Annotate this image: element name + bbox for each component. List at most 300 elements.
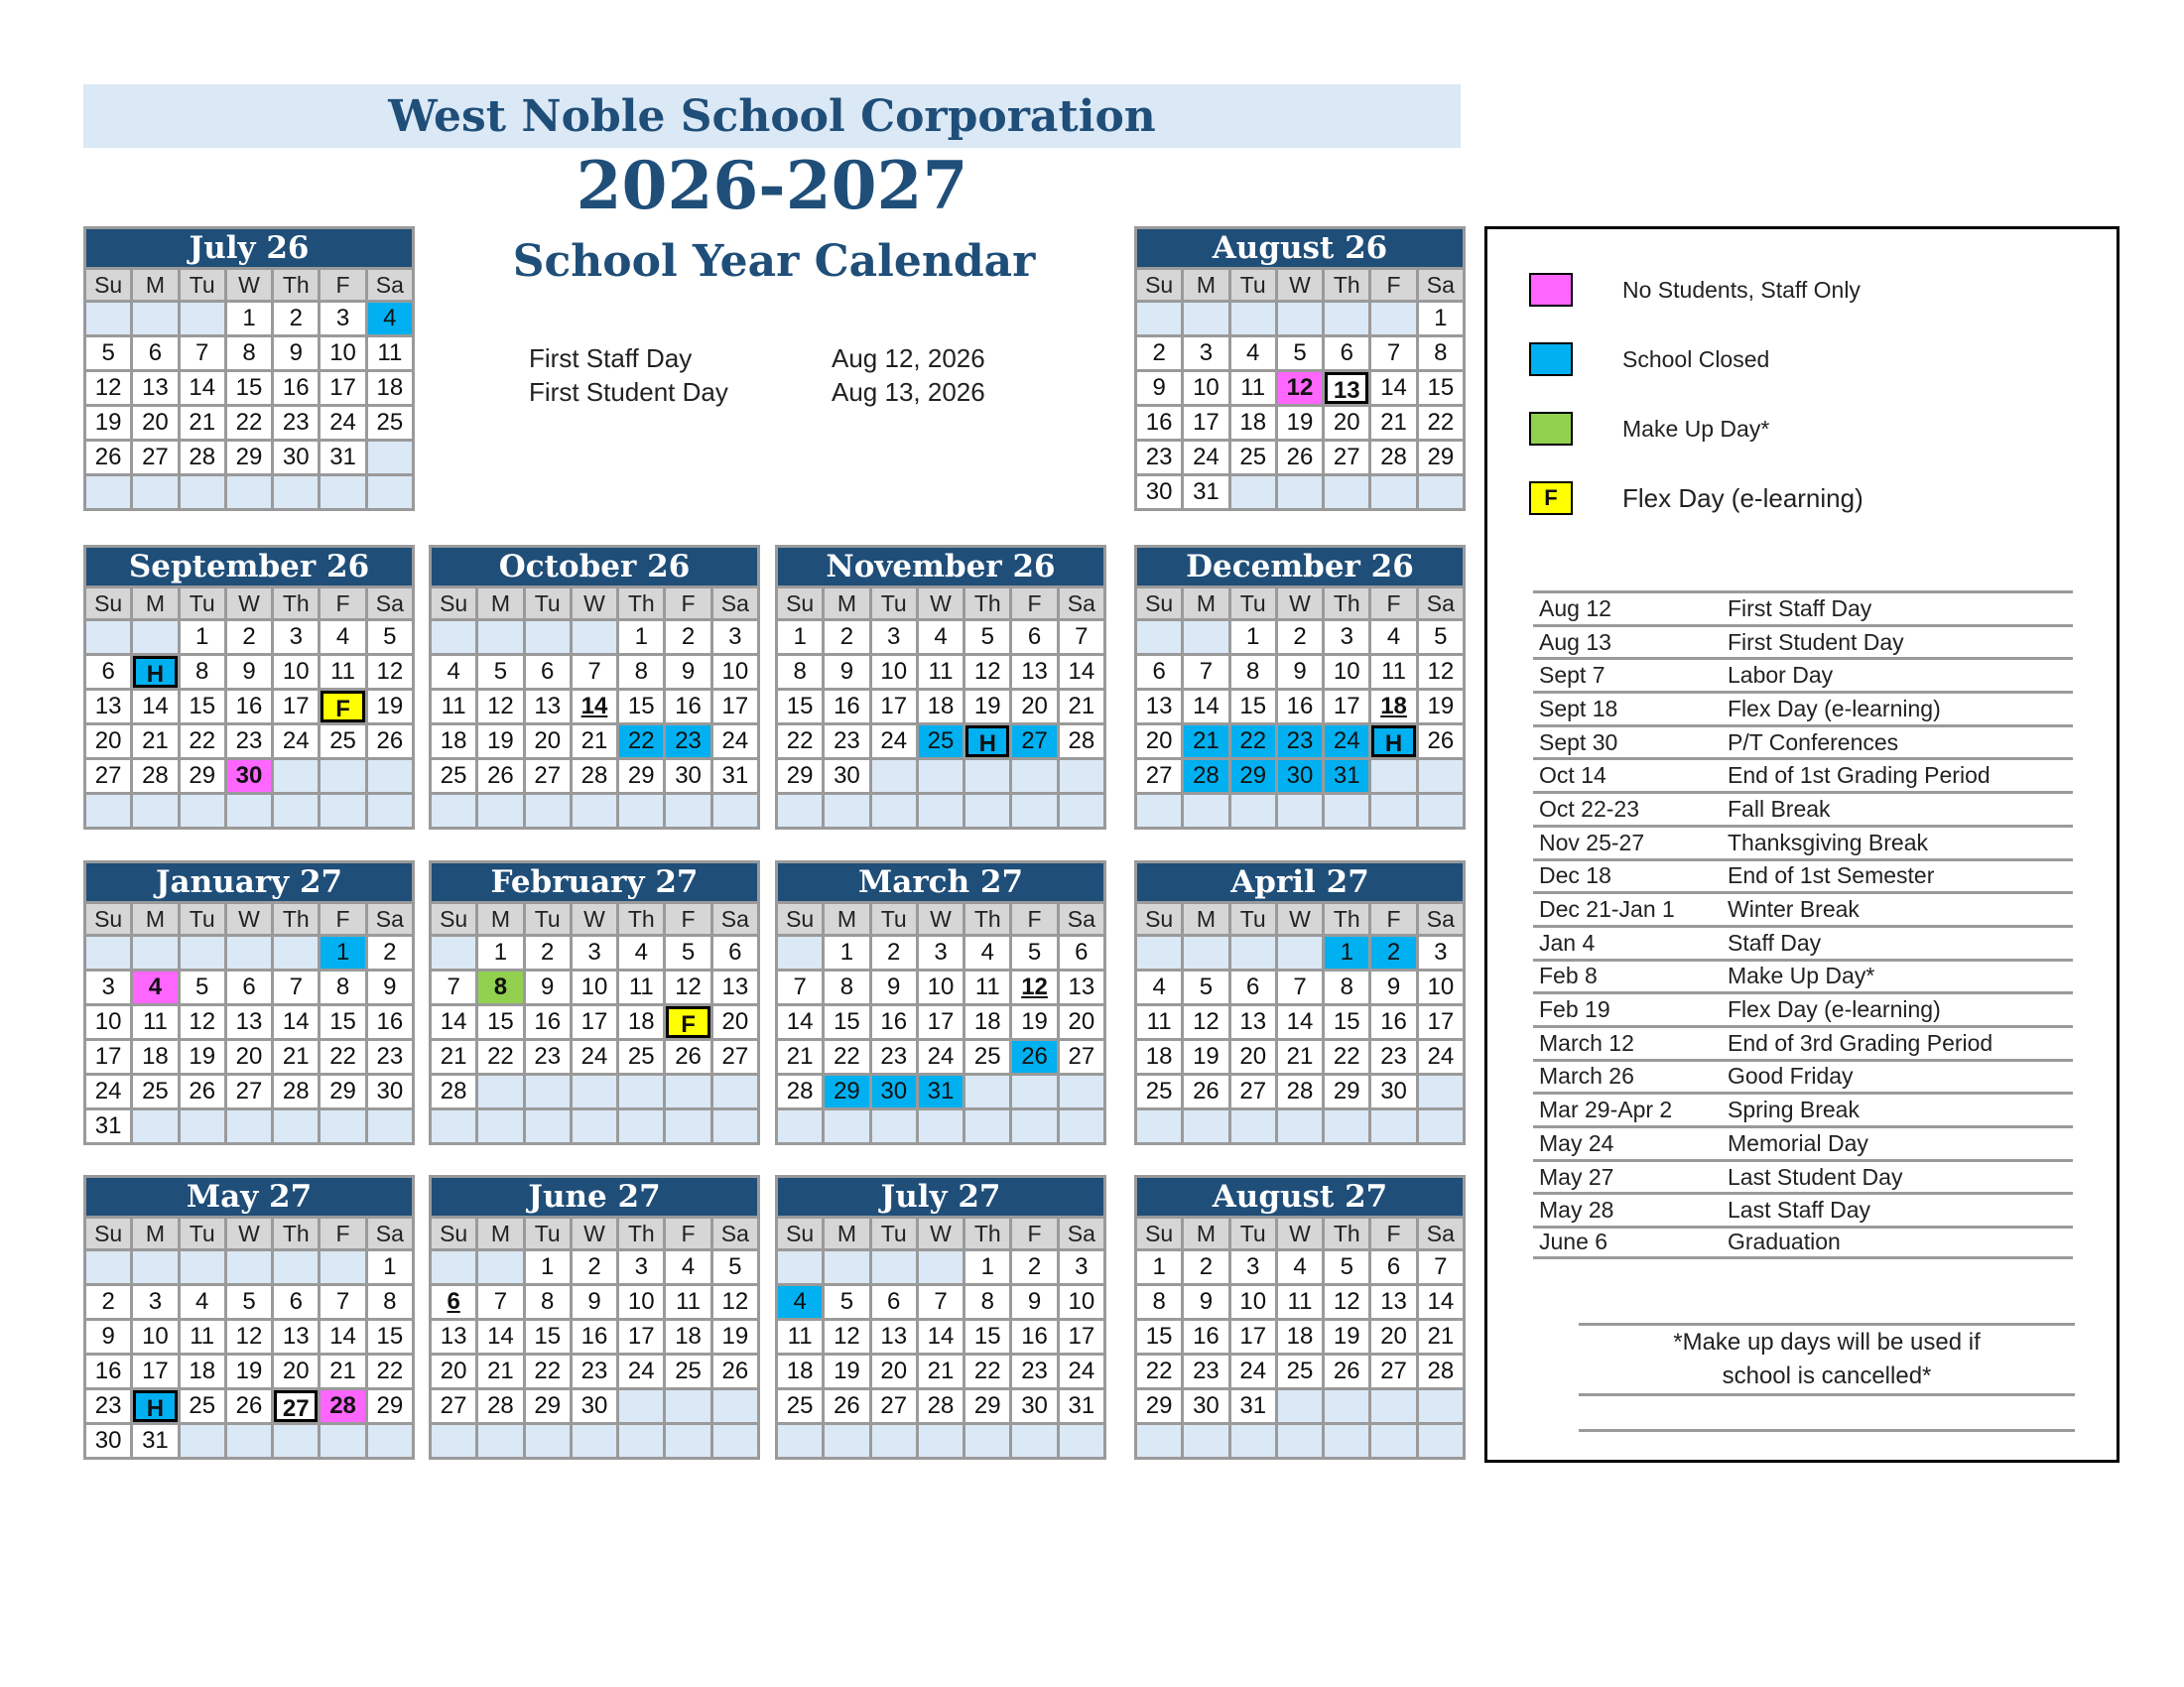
event-date: March 12: [1539, 1029, 1634, 1056]
day-cell: 25: [619, 1041, 663, 1073]
month-calendar: [83, 1175, 415, 1460]
day-cell: 9: [1278, 656, 1322, 688]
weekday-header: Su: [86, 588, 130, 618]
day-cell: 14: [778, 1006, 822, 1038]
day-cell: 28: [321, 1390, 364, 1422]
day-cell: 21: [1278, 1041, 1322, 1073]
weekday-header: Su: [778, 904, 822, 934]
empty-day-cell: [825, 795, 868, 827]
day-cell: 10: [1231, 1286, 1275, 1318]
day-cell: 26: [1325, 1356, 1368, 1387]
day-cell: 26: [825, 1390, 868, 1422]
day-cell: 27: [1012, 725, 1056, 757]
day-cell: 6: [86, 656, 130, 688]
empty-day-cell: [227, 1110, 271, 1142]
empty-day-cell: [1060, 795, 1103, 827]
day-cell: 25: [368, 407, 412, 439]
day-cell: 2: [86, 1286, 130, 1318]
empty-day-cell: [181, 937, 224, 969]
day-cell: 6: [1325, 337, 1368, 369]
empty-day-cell: [1371, 760, 1415, 792]
day-cell: 18: [1231, 407, 1275, 439]
day-cell: 26: [86, 442, 130, 473]
weekday-header: M: [133, 588, 177, 618]
day-cell: 30: [1278, 760, 1322, 792]
day-cell: 18: [965, 1006, 1009, 1038]
day-cell: 15: [368, 1321, 412, 1353]
weekday-header: F: [321, 270, 364, 300]
day-cell: 29: [1325, 1076, 1368, 1107]
day-cell: H: [133, 656, 177, 688]
event-name: Flex Day (e-learning): [1728, 695, 1941, 721]
event-row: [1533, 1125, 2073, 1159]
day-cell: 12: [478, 691, 522, 722]
day-cell: 15: [321, 1006, 364, 1038]
empty-day-cell: [274, 1425, 318, 1457]
weekday-header: F: [1371, 270, 1415, 300]
weekday-header: Tu: [526, 588, 570, 618]
day-cell: 4: [1137, 972, 1181, 1003]
day-cell: 1: [478, 937, 522, 969]
month-title: November 26: [778, 548, 1103, 585]
day-cell: 22: [1325, 1041, 1368, 1073]
weekday-header: Su: [1137, 1219, 1181, 1248]
day-cell: 13: [227, 1006, 271, 1038]
day-cell: 27: [86, 760, 130, 792]
month-calendar: [775, 545, 1106, 830]
weekday-header: M: [478, 904, 522, 934]
day-cell: 11: [1278, 1286, 1322, 1318]
empty-day-cell: [872, 795, 916, 827]
weekday-header: Tu: [181, 1219, 224, 1248]
weekday-header: F: [1371, 904, 1415, 934]
day-cell: 6: [432, 1286, 475, 1318]
event-name: First Staff Day: [1728, 594, 1872, 621]
day-cell: 13: [86, 691, 130, 722]
event-name: End of 3rd Grading Period: [1728, 1029, 1993, 1056]
day-cell: 19: [181, 1041, 224, 1073]
empty-day-cell: [1278, 937, 1322, 969]
event-row: [1533, 1159, 2073, 1193]
empty-day-cell: [321, 795, 364, 827]
day-cell: 24: [573, 1041, 616, 1073]
day-cell: 6: [1012, 621, 1056, 653]
legend-flex-day: [1529, 479, 1863, 517]
day-cell: 20: [872, 1356, 916, 1387]
day-cell: 23: [227, 725, 271, 757]
empty-day-cell: [1419, 1390, 1463, 1422]
day-cell: 23: [1278, 725, 1322, 757]
weekday-header: Sa: [368, 588, 412, 618]
day-cell: 29: [778, 760, 822, 792]
day-cell: 5: [1419, 621, 1463, 653]
day-cell: 21: [274, 1041, 318, 1073]
first-student-day-label: First Student Day: [529, 377, 728, 407]
day-cell: 3: [274, 621, 318, 653]
weekday-header: M: [133, 904, 177, 934]
month-title: July 26: [86, 229, 412, 267]
day-cell: 6: [1137, 656, 1181, 688]
day-cell: 10: [133, 1321, 177, 1353]
empty-day-cell: [478, 795, 522, 827]
empty-day-cell: [919, 1425, 963, 1457]
day-cell: 6: [872, 1286, 916, 1318]
weekday-header: Su: [1137, 270, 1181, 300]
day-cell: 19: [1278, 407, 1322, 439]
day-cell: 10: [321, 337, 364, 369]
event-date: Feb 19: [1539, 996, 1610, 1023]
day-cell: 15: [181, 691, 224, 722]
empty-day-cell: [274, 1110, 318, 1142]
event-date: Oct 22-23: [1539, 795, 1639, 822]
day-cell: 4: [965, 937, 1009, 969]
weekday-header: M: [478, 1219, 522, 1248]
weekday-header: Su: [432, 904, 475, 934]
day-cell: 14: [1060, 656, 1103, 688]
day-cell: 7: [478, 1286, 522, 1318]
day-cell: F: [666, 1006, 709, 1038]
event-row: [1533, 624, 2073, 658]
day-cell: 28: [478, 1390, 522, 1422]
event-name: Make Up Day*: [1728, 963, 1875, 989]
day-cell: 19: [1419, 691, 1463, 722]
weekday-header: W: [1278, 270, 1322, 300]
day-cell: 10: [1060, 1286, 1103, 1318]
day-cell: 10: [619, 1286, 663, 1318]
month-title: May 27: [86, 1178, 412, 1216]
event-name: Thanksgiving Break: [1728, 829, 1928, 855]
day-cell: 11: [181, 1321, 224, 1353]
day-cell: 21: [1060, 691, 1103, 722]
day-cell: 16: [666, 691, 709, 722]
legend-staff-only: [1529, 271, 1861, 309]
school-year-title: 2026-2027: [576, 147, 968, 224]
day-cell: 27: [133, 442, 177, 473]
empty-day-cell: [1060, 760, 1103, 792]
day-cell: 12: [181, 1006, 224, 1038]
day-cell: 1: [1419, 303, 1463, 334]
day-cell: 3: [321, 303, 364, 334]
weekday-header: Tu: [872, 588, 916, 618]
day-cell: 17: [919, 1006, 963, 1038]
weekday-header: M: [1184, 270, 1227, 300]
empty-day-cell: [86, 303, 130, 334]
empty-day-cell: [133, 1110, 177, 1142]
day-cell: 30: [666, 760, 709, 792]
day-cell: 27: [227, 1076, 271, 1107]
empty-day-cell: [227, 1425, 271, 1457]
empty-day-cell: [713, 1425, 757, 1457]
empty-day-cell: [432, 1425, 475, 1457]
weekday-header: Th: [274, 270, 318, 300]
empty-day-cell: [1184, 1425, 1227, 1457]
day-cell: 28: [274, 1076, 318, 1107]
day-cell: 30: [1137, 476, 1181, 508]
empty-day-cell: [227, 937, 271, 969]
empty-day-cell: [526, 1076, 570, 1107]
day-cell: 17: [1184, 407, 1227, 439]
event-date: Sept 7: [1539, 662, 1606, 689]
empty-day-cell: [872, 1251, 916, 1283]
empty-day-cell: [432, 1110, 475, 1142]
weekday-header: Su: [1137, 588, 1181, 618]
empty-day-cell: [1419, 795, 1463, 827]
day-cell: 18: [919, 691, 963, 722]
event-row: [1533, 657, 2073, 691]
empty-day-cell: [1137, 937, 1181, 969]
day-cell: 9: [666, 656, 709, 688]
day-cell: 15: [965, 1321, 1009, 1353]
empty-day-cell: [274, 760, 318, 792]
month-calendar: [83, 860, 415, 1145]
weekday-header: Sa: [1060, 1219, 1103, 1248]
day-cell: F: [321, 691, 364, 722]
day-cell: 26: [227, 1390, 271, 1422]
day-cell: 8: [619, 656, 663, 688]
day-cell: 12: [825, 1321, 868, 1353]
day-cell: 17: [713, 691, 757, 722]
event-name: Staff Day: [1728, 929, 1822, 956]
day-cell: 17: [1325, 691, 1368, 722]
empty-day-cell: [825, 1251, 868, 1283]
day-cell: 13: [432, 1321, 475, 1353]
day-cell: 13: [1231, 1006, 1275, 1038]
day-cell: 17: [86, 1041, 130, 1073]
weekday-header: Tu: [181, 588, 224, 618]
day-cell: 3: [713, 621, 757, 653]
day-cell: 24: [274, 725, 318, 757]
day-cell: 12: [1184, 1006, 1227, 1038]
day-cell: 8: [1231, 656, 1275, 688]
event-date: Sept 30: [1539, 728, 1618, 755]
day-cell: 27: [274, 1390, 318, 1422]
weekday-header: Su: [86, 1219, 130, 1248]
day-cell: 10: [86, 1006, 130, 1038]
calendar-subtitle: School Year Calendar: [512, 236, 1036, 287]
day-cell: 5: [368, 621, 412, 653]
day-cell: 22: [478, 1041, 522, 1073]
empty-day-cell: [1325, 795, 1368, 827]
empty-day-cell: [872, 1110, 916, 1142]
day-cell: 18: [619, 1006, 663, 1038]
organization-title: West Noble School Corporation: [83, 84, 1461, 148]
day-cell: 31: [86, 1110, 130, 1142]
day-cell: 17: [872, 691, 916, 722]
legend-panel: [1484, 226, 2120, 1463]
day-cell: 24: [1060, 1356, 1103, 1387]
legend-school-closed: [1529, 340, 1769, 378]
day-cell: 20: [1137, 725, 1181, 757]
day-cell: 25: [321, 725, 364, 757]
day-cell: 11: [1137, 1006, 1181, 1038]
day-cell: 22: [965, 1356, 1009, 1387]
empty-day-cell: [86, 476, 130, 508]
empty-day-cell: [1278, 476, 1322, 508]
weekday-header: F: [1012, 904, 1056, 934]
day-cell: 9: [872, 972, 916, 1003]
day-cell: 2: [1278, 621, 1322, 653]
day-cell: 13: [1371, 1286, 1415, 1318]
weekday-header: M: [1184, 1219, 1227, 1248]
empty-day-cell: [321, 476, 364, 508]
empty-day-cell: [825, 1110, 868, 1142]
day-cell: 8: [778, 656, 822, 688]
weekday-header: Th: [1325, 270, 1368, 300]
day-cell: 1: [619, 621, 663, 653]
day-cell: 11: [965, 972, 1009, 1003]
day-cell: 3: [1060, 1251, 1103, 1283]
day-cell: 30: [825, 760, 868, 792]
day-cell: 22: [321, 1041, 364, 1073]
day-cell: 30: [368, 1076, 412, 1107]
day-cell: 19: [478, 725, 522, 757]
weekday-header: W: [1278, 904, 1322, 934]
empty-day-cell: [1231, 476, 1275, 508]
empty-day-cell: [133, 303, 177, 334]
day-cell: 8: [227, 337, 271, 369]
month-calendar: [1134, 1175, 1466, 1460]
note-line-1: *Make up days will be used if: [1673, 1329, 1981, 1356]
event-row: [1533, 891, 2073, 925]
day-cell: 12: [713, 1286, 757, 1318]
legend-make-up-day: [1529, 410, 1769, 448]
day-cell: 9: [573, 1286, 616, 1318]
day-cell: 16: [1137, 407, 1181, 439]
day-cell: 11: [368, 337, 412, 369]
event-date: May 28: [1539, 1197, 1614, 1224]
day-cell: 12: [965, 656, 1009, 688]
day-cell: 27: [432, 1390, 475, 1422]
day-cell: 4: [1371, 621, 1415, 653]
day-cell: 7: [1060, 621, 1103, 653]
empty-day-cell: [1184, 937, 1227, 969]
empty-day-cell: [181, 1425, 224, 1457]
day-cell: 13: [1325, 372, 1368, 404]
empty-day-cell: [368, 1110, 412, 1142]
day-cell: 12: [1012, 972, 1056, 1003]
event-date: Dec 21-Jan 1: [1539, 896, 1675, 923]
day-cell: 18: [368, 372, 412, 404]
event-date: June 6: [1539, 1229, 1608, 1255]
day-cell: 23: [1137, 442, 1181, 473]
empty-day-cell: [1012, 760, 1056, 792]
event-row: [1533, 825, 2073, 858]
weekday-header: Th: [965, 1219, 1009, 1248]
day-cell: 8: [825, 972, 868, 1003]
day-cell: 2: [1371, 937, 1415, 969]
empty-day-cell: [872, 760, 916, 792]
empty-day-cell: [274, 1251, 318, 1283]
day-cell: 30: [1371, 1076, 1415, 1107]
day-cell: 7: [1278, 972, 1322, 1003]
month-calendar: [429, 545, 760, 830]
day-cell: 3: [1231, 1251, 1275, 1283]
day-cell: 25: [778, 1390, 822, 1422]
day-cell: 2: [1184, 1251, 1227, 1283]
day-cell: 27: [1371, 1356, 1415, 1387]
day-cell: 25: [965, 1041, 1009, 1073]
weekday-header: Sa: [368, 270, 412, 300]
day-cell: 17: [1419, 1006, 1463, 1038]
event-date: Aug 12: [1539, 594, 1611, 621]
empty-day-cell: [86, 1251, 130, 1283]
day-cell: 2: [227, 621, 271, 653]
day-cell: 23: [526, 1041, 570, 1073]
day-cell: 8: [1419, 337, 1463, 369]
month-title: February 27: [432, 863, 757, 901]
day-cell: 4: [778, 1286, 822, 1318]
empty-day-cell: [1278, 1390, 1322, 1422]
day-cell: 22: [1231, 725, 1275, 757]
weekday-header: Tu: [872, 1219, 916, 1248]
day-cell: 21: [1419, 1321, 1463, 1353]
day-cell: 3: [133, 1286, 177, 1318]
day-cell: 29: [825, 1076, 868, 1107]
day-cell: 23: [1184, 1356, 1227, 1387]
weekday-header: Th: [1325, 588, 1368, 618]
month-title: October 26: [432, 548, 757, 585]
day-cell: 17: [274, 691, 318, 722]
day-cell: 28: [919, 1390, 963, 1422]
day-cell: 14: [133, 691, 177, 722]
day-cell: 4: [1231, 337, 1275, 369]
day-cell: 8: [1137, 1286, 1181, 1318]
day-cell: 5: [965, 621, 1009, 653]
day-cell: 23: [573, 1356, 616, 1387]
day-cell: 10: [274, 656, 318, 688]
empty-day-cell: [526, 1425, 570, 1457]
weekday-header: W: [227, 588, 271, 618]
weekday-header: W: [919, 904, 963, 934]
day-cell: 8: [321, 972, 364, 1003]
day-cell: 3: [919, 937, 963, 969]
empty-day-cell: [478, 621, 522, 653]
day-cell: 16: [1012, 1321, 1056, 1353]
weekday-header: W: [1278, 588, 1322, 618]
weekday-header: Th: [1325, 904, 1368, 934]
empty-day-cell: [1419, 476, 1463, 508]
empty-day-cell: [965, 1076, 1009, 1107]
weekday-header: Sa: [368, 904, 412, 934]
day-cell: 8: [478, 972, 522, 1003]
empty-day-cell: [666, 1076, 709, 1107]
day-cell: 10: [1325, 656, 1368, 688]
day-cell: 21: [321, 1356, 364, 1387]
day-cell: 28: [573, 760, 616, 792]
empty-day-cell: [778, 1425, 822, 1457]
day-cell: 15: [1231, 691, 1275, 722]
day-cell: 27: [1231, 1076, 1275, 1107]
empty-day-cell: [619, 1110, 663, 1142]
day-cell: 4: [321, 621, 364, 653]
event-row: [1533, 858, 2073, 892]
day-cell: 2: [1012, 1251, 1056, 1283]
day-cell: 17: [1231, 1321, 1275, 1353]
day-cell: 28: [133, 760, 177, 792]
event-name: Memorial Day: [1728, 1129, 1868, 1156]
empty-day-cell: [1371, 303, 1415, 334]
empty-day-cell: [1184, 795, 1227, 827]
day-cell: 10: [713, 656, 757, 688]
event-name: Winter Break: [1728, 896, 1860, 923]
day-cell: 20: [526, 725, 570, 757]
day-cell: 22: [227, 407, 271, 439]
weekday-header: W: [573, 904, 616, 934]
first-student-day-date: Aug 13, 2026: [832, 377, 985, 407]
day-cell: 4: [181, 1286, 224, 1318]
day-cell: 25: [1278, 1356, 1322, 1387]
weekday-header: F: [321, 588, 364, 618]
